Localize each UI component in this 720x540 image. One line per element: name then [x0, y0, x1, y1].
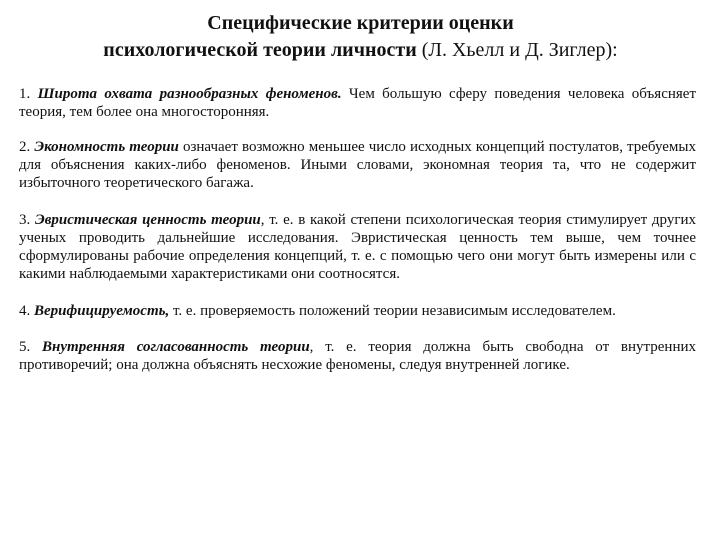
item-text: , т. е. теория должна быть свободна от внутренних противоречий; она должна объяснять несхожие феномены, следуя внутренней логике. — [19, 339, 697, 373]
criterion-item-2 — [19, 138, 696, 192]
item-term: Экономность теории — [34, 139, 179, 155]
title-line-2-authors: (Л. Хьелл и Д. Зиглер): — [416, 39, 618, 61]
item-number: 3. — [19, 212, 31, 228]
item-text: означает возможно меньшее число исходных концепций постулатов, требуемых для объяснения каких-либо феноменов. Иными словами, экономная теория та, что не содержит избыточного теоретического багажа. — [19, 139, 697, 191]
title-line-2-bold: психологической теории личности — [103, 39, 417, 61]
item-number: 1. — [19, 86, 31, 102]
item-text: , т. е. в какой степени психологическая теория стимулирует других ученых проводить дальнейшие исследования. Эвристическая ценность тем выше, чем точнее сформулированы рабочие определения концепций, т. е. с помощью чего они могут быть измерены или с какими наблюдаемыми характеристиками они соотносятся. — [19, 212, 697, 282]
criterion-item-4 — [19, 302, 696, 320]
item-number: 2. — [19, 139, 31, 155]
item-number: 5. — [19, 339, 31, 355]
item-term: Эвристическая ценность теории — [34, 212, 261, 228]
criterion-item-5 — [19, 338, 696, 374]
item-term: Внутренняя согласованность теории — [42, 339, 310, 355]
title-line-1: Специфические критерии оценки — [207, 12, 514, 34]
criterion-item-3 — [19, 211, 696, 283]
item-term: Верифицируемость, — [34, 303, 170, 319]
item-text: Чем большую сферу поведения человека объясняет теория, тем более она многосторонняя. — [19, 86, 697, 120]
item-text: т. е. проверяемость положений теории независимым исследователем. — [169, 303, 616, 319]
criterion-item-1 — [19, 85, 696, 121]
slide-title — [19, 10, 702, 64]
item-term: Широта охвата разнообразных феноменов. — [37, 86, 342, 102]
item-number: 4. — [19, 303, 31, 319]
